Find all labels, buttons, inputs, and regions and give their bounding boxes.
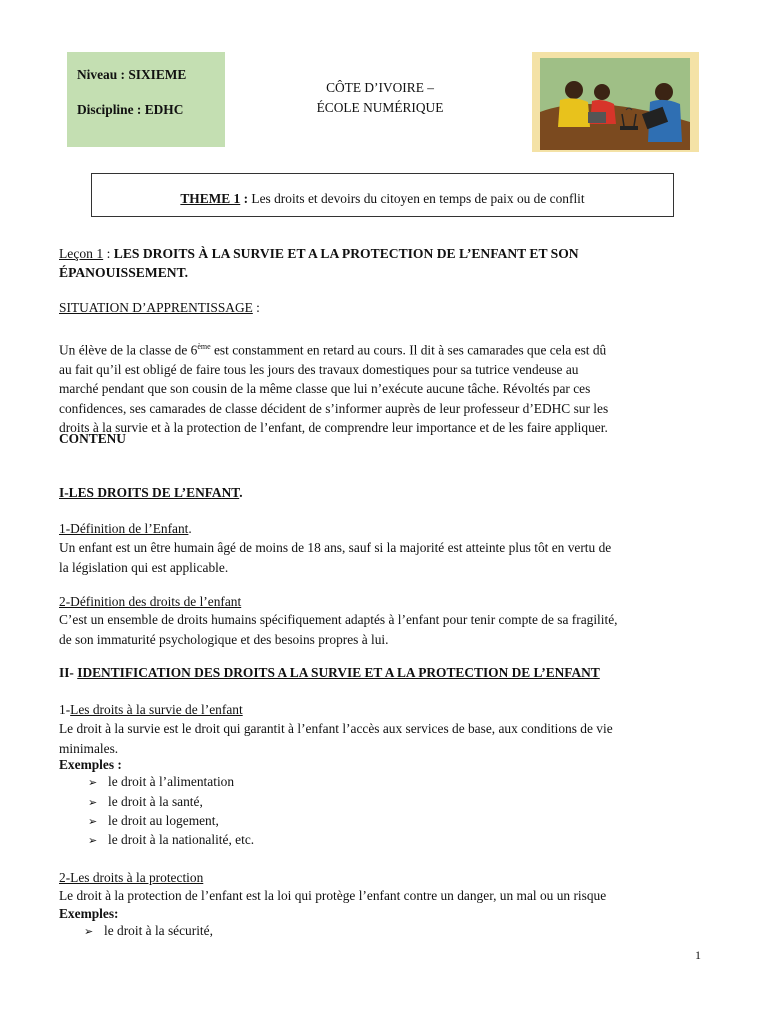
section2-heading — [59, 665, 600, 681]
theme-box — [91, 173, 674, 217]
arrow-bullet-icon: ➢ — [88, 777, 98, 789]
list-item — [88, 774, 234, 790]
list-item — [88, 794, 203, 810]
list-item — [88, 813, 219, 829]
theme-label: THEME 1 — [180, 191, 241, 206]
situation-line3: marché pendant que son cousin de la même classe que lui n’exécute aucune tâche. Révoltés par ces — [59, 381, 591, 397]
list-item-text: le droit à la santé, — [108, 794, 203, 809]
section1-text: I-LES DROITS DE L’ENFANT — [59, 485, 240, 500]
situation-line1b: est constamment en retard au cours. Il dit à ses camarades que cela est dû — [210, 342, 607, 358]
survie-line2: minimales. — [59, 740, 119, 756]
school-title: ÉCOLE NUMÉRIQUE — [316, 100, 444, 115]
theme-separator: : — [240, 191, 252, 206]
list-item — [84, 923, 213, 939]
arrow-bullet-icon: ➢ — [88, 797, 98, 809]
def-enfant-paragraph — [59, 538, 705, 577]
arrow-bullet-icon: ➢ — [88, 816, 98, 828]
niveau-label: Niveau : SIXIEME — [77, 67, 187, 82]
def-droits-line2: de son immaturité psychologique et des besoins propres à lui. — [59, 631, 389, 647]
page-number: 1 — [695, 948, 701, 962]
situation-line4: confidences, ses camarades de classe décident de s’informer auprès de leur professeur d’EDHC sur les — [59, 400, 609, 416]
exemples-label: Exemples : — [59, 757, 122, 772]
survie-line1: Le droit à la survie est le droit qui garantit à l’enfant l’accès aux services de base, aux conditions de vie — [59, 721, 613, 736]
discipline-label: Discipline : EDHC — [77, 102, 184, 117]
protection-line1: Le droit à la protection de l’enfant est la loi qui protège l’enfant contre un danger, un mal ou un risque — [59, 888, 607, 903]
list-item — [88, 832, 254, 848]
section1-heading — [59, 485, 243, 501]
list-item-text: le droit au logement, — [108, 813, 219, 828]
situation-heading-suffix: : — [252, 300, 260, 315]
classroom-illustration — [532, 52, 699, 152]
survie-title — [59, 702, 243, 718]
survie-title-text: Les droits à la survie de l’enfant — [70, 702, 243, 717]
list-item-text: le droit à l’alimentation — [108, 774, 235, 789]
situation-line5: droits à la survie et à la protection de l’enfant, de comprendre leur importance et de les faire appliquer. — [59, 420, 608, 436]
protection-title: 2-Les droits à la protection — [59, 870, 204, 885]
situation-heading — [59, 300, 260, 316]
def-enfant-line1: Un enfant est un être humain âgé de moins de 18 ans, sauf si la majorité est atteinte plus tôt en vertu de — [59, 540, 612, 555]
section2-prefix: II- — [59, 665, 78, 680]
situation-line2: au fait qu’il est obligé de faire tous les jours des travaux domestiques pour sa tutrice vendeuse au — [59, 361, 579, 377]
situation-heading-text: SITUATION D’APPRENTISSAGE — [59, 300, 253, 315]
exemples-label-2: Exemples: — [59, 906, 119, 921]
lecon-title-line2: ÉPANOUISSEMENT. — [59, 265, 189, 280]
lecon-title-line1: LES DROITS À LA SURVIE ET A LA PROTECTION DE L’ENFANT ET SON — [113, 246, 579, 261]
situation-line1a: Un élève de la classe de 6 — [59, 342, 198, 358]
contenu-heading: CONTENU — [59, 431, 126, 446]
section1-suffix: . — [239, 485, 243, 500]
def-droits-paragraph — [59, 610, 705, 649]
survie-prefix: 1- — [59, 702, 71, 717]
survie-paragraph — [59, 719, 705, 758]
header-info-box — [67, 52, 225, 147]
def-enfant-suffix: . — [188, 521, 192, 536]
country-title: CÔTE D’IVOIRE – — [326, 80, 434, 95]
arrow-bullet-icon: ➢ — [84, 926, 94, 938]
def-enfant-title-text: 1-Définition de l’Enfant — [59, 521, 189, 536]
def-enfant-title — [59, 521, 192, 537]
section2-text: IDENTIFICATION DES DROITS A LA SURVIE ET A LA PROTECTION DE L’ENFANT — [77, 665, 600, 680]
list-item-text: le droit à la sécurité, — [104, 923, 213, 938]
def-droits-line1: C’est un ensemble de droits humains spécifiquement adaptés à l’enfant pour tenir compte de sa fragilité, — [59, 612, 618, 627]
arrow-bullet-icon: ➢ — [88, 835, 98, 847]
def-droits-title: 2-Définition des droits de l’enfant — [59, 594, 242, 609]
situation-sup: ème — [197, 342, 211, 351]
theme-text: Les droits et devoirs du citoyen en temps de paix ou de conflit — [251, 191, 585, 206]
list-item-text: le droit à la nationalité, etc. — [108, 832, 255, 847]
lecon-separator: : — [103, 246, 114, 261]
lecon-title — [59, 244, 709, 282]
theme-line — [92, 191, 673, 207]
def-enfant-line2: la législation qui est applicable. — [59, 559, 229, 575]
situation-paragraph — [59, 337, 705, 438]
lecon-label: Leçon 1 — [59, 246, 104, 261]
